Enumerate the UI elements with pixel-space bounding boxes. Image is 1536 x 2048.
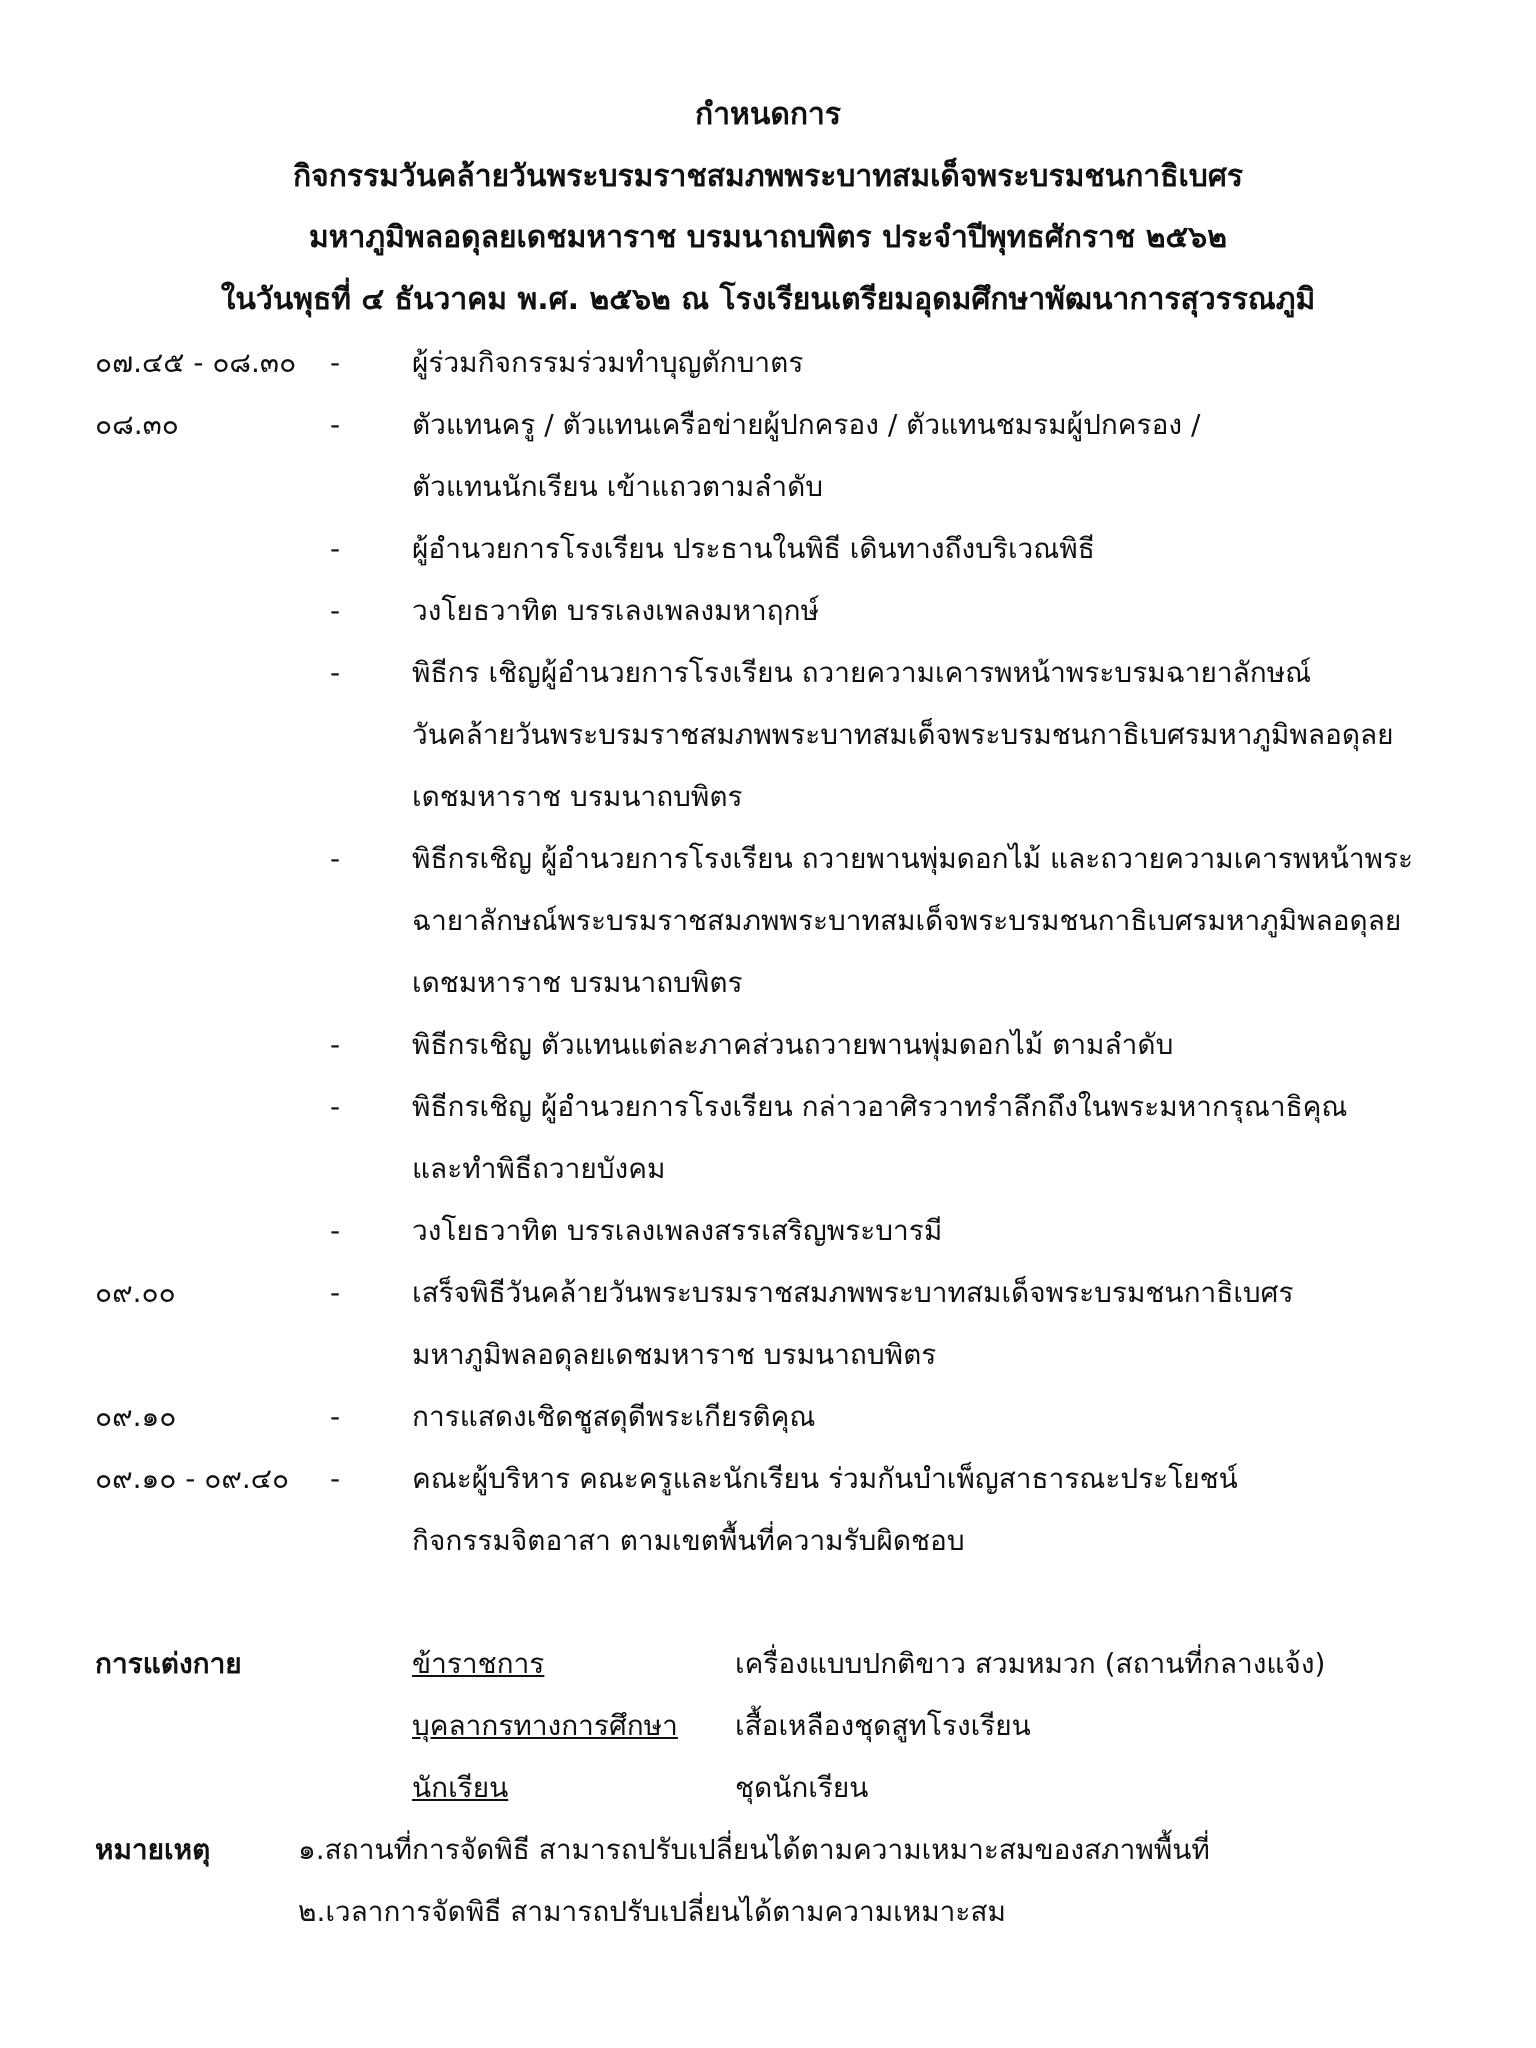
schedule-text: วันคล้ายวันพระบรมราชสมภพพระบาทสมเด็จพระบรมชนกาธิเบศรมหาภูมิพลอดุลย [412, 718, 1394, 751]
schedule-text: เสร็จพิธีวันคล้ายวันพระบรมราชสมภพพระบาทสมเด็จพระบรมชนกาธิเบศร [412, 1276, 1294, 1309]
schedule-text: คณะผู้บริหาร คณะครูและนักเรียน ร่วมกันบำเพ็ญสาธารณะประโยชน์ [412, 1462, 1238, 1495]
schedule-row [0, 901, 1536, 941]
doc-title: กำหนดการ [695, 97, 841, 132]
schedule-dash: - [330, 842, 341, 875]
schedule-dash: - [330, 1462, 341, 1495]
schedule-text: เดชมหาราช บรมนาถบพิตร [412, 780, 743, 813]
schedule-row [0, 405, 1536, 445]
schedule-dash: - [330, 346, 341, 379]
schedule-text: พิธีกร เชิญผู้อำนวยการโรงเรียน ถวายความเคารพหน้าพระบรมฉายาลักษณ์ [412, 656, 1312, 689]
note-item: ๑.สถานที่การจัดพิธี สามารถปรับเปลี่ยนได้ตามความเหมาะสมของสภาพพื้นที่ [298, 1833, 1210, 1866]
doc-subtitle-date-place: ในวันพุธที่ ๔ ธันวาคม พ.ศ. ๒๕๖๒ ณ โรงเรียนเตรียมอุดมศึกษาพัฒนาการสุวรรณภูมิ [220, 282, 1316, 317]
schedule-dash: - [330, 1090, 341, 1123]
schedule-row [0, 1149, 1536, 1189]
doc-subtitle-year: มหาภูมิพลอดุลยเดชมหาราช บรมนาถบพิตร ประจำปีพุทธศักราช ๒๕๖๒ [308, 220, 1227, 255]
schedule-text: ผู้ร่วมกิจกรรมร่วมทำบุญตักบาตร [412, 346, 804, 379]
schedule-text: กิจกรรมจิตอาสา ตามเขตพื้นที่ความรับผิดชอบ [412, 1524, 965, 1557]
schedule-time: ๐๙.๑๐ - ๐๙.๔๐ [95, 1462, 290, 1495]
schedule-row [0, 839, 1536, 879]
dress-role-officials: ข้าราชการ [412, 1647, 545, 1680]
schedule-text: เดชมหาราช บรมนาถบพิตร [412, 966, 743, 999]
schedule-row [0, 653, 1536, 693]
schedule-dash: - [330, 1028, 341, 1061]
schedule-text: พิธีกรเชิญ ผู้อำนวยการโรงเรียน กล่าวอาศิรวาทรำลึกถึงในพระมหากรุณาธิคุณ [412, 1090, 1348, 1123]
schedule-row [0, 1025, 1536, 1065]
schedule-dash: - [330, 1400, 341, 1433]
dress-attire-students: ชุดนักเรียน [735, 1771, 869, 1804]
schedule-text: ผู้อำนวยการโรงเรียน ประธานในพิธี เดินทางถึงบริเวณพิธี [412, 532, 1095, 565]
schedule-text: ตัวแทนนักเรียน เข้าแถวตามลำดับ [412, 470, 824, 503]
schedule-text: และทำพิธีถวายบังคม [412, 1152, 666, 1185]
schedule-text: วงโยธวาทิต บรรเลงเพลงสรรเสริญพระบารมี [412, 1214, 943, 1247]
schedule-row [0, 529, 1536, 569]
schedule-row [0, 715, 1536, 755]
schedule-row [0, 591, 1536, 631]
schedule-time: ๐๗.๔๕ - ๐๘.๓๐ [95, 346, 297, 379]
doc-subtitle-event: กิจกรรมวันคล้ายวันพระบรมราชสมภพพระบาทสมเด็จพระบรมชนกาธิเบศร [292, 159, 1244, 194]
schedule-time: ๐๘.๓๐ [95, 408, 179, 441]
schedule-dash: - [330, 594, 341, 627]
schedule-text: ตัวแทนครู / ตัวแทนเครือข่ายผู้ปกครอง / ตัวแทนชมรมผู้ปกครอง / [412, 408, 1201, 441]
dress-code-label: การแต่งกาย [95, 1647, 242, 1680]
schedule-text: มหาภูมิพลอดุลยเดชมหาราช บรมนาถบพิตร [412, 1338, 937, 1371]
schedule-row [0, 1335, 1536, 1375]
schedule-text: การแสดงเชิดชูสดุดีพระเกียรติคุณ [412, 1400, 816, 1433]
dress-role-students: นักเรียน [412, 1771, 509, 1804]
notes-label: หมายเหตุ [95, 1833, 211, 1866]
dress-attire-education-staff: เสื้อเหลืองชุดสูทโรงเรียน [735, 1709, 1031, 1742]
note-item: ๒.เวลาการจัดพิธี สามารถปรับเปลี่ยนได้ตามความเหมาะสม [298, 1895, 1006, 1928]
schedule-dash: - [330, 1276, 341, 1309]
schedule-dash: - [330, 1214, 341, 1247]
schedule-row [0, 1273, 1536, 1313]
schedule-time: ๐๙.๑๐ [95, 1400, 177, 1433]
schedule-text: ฉายาลักษณ์พระบรมราชสมภพพระบาทสมเด็จพระบรมชนกาธิเบศรมหาภูมิพลอดุลย [412, 904, 1402, 937]
schedule-dash: - [330, 532, 341, 565]
schedule-dash: - [330, 408, 341, 441]
dress-attire-officials: เครื่องแบบปกติขาว สวมหมวก (สถานที่กลางแจ้ง) [735, 1647, 1326, 1680]
schedule-text: พิธีกรเชิญ ตัวแทนแต่ละภาคส่วนถวายพานพุ่มดอกไม้ ตามลำดับ [412, 1028, 1174, 1061]
schedule-row [0, 1521, 1536, 1561]
schedule-text: วงโยธวาทิต บรรเลงเพลงมหาฤกษ์ [412, 594, 820, 627]
schedule-row [0, 963, 1536, 1003]
schedule-dash: - [330, 656, 341, 689]
schedule-row [0, 343, 1536, 383]
schedule-row [0, 1087, 1536, 1127]
schedule-row [0, 777, 1536, 817]
schedule-row [0, 1397, 1536, 1437]
schedule-row [0, 467, 1536, 507]
schedule-row [0, 1459, 1536, 1499]
schedule-text: พิธีกรเชิญ ผู้อำนวยการโรงเรียน ถวายพานพุ่มดอกไม้ และถวายความเคารพหน้าพระ [412, 842, 1414, 875]
schedule-row [0, 1211, 1536, 1251]
dress-role-education-staff: บุคลากรทางการศึกษา [412, 1709, 678, 1742]
schedule-time: ๐๙.๐๐ [95, 1276, 176, 1309]
